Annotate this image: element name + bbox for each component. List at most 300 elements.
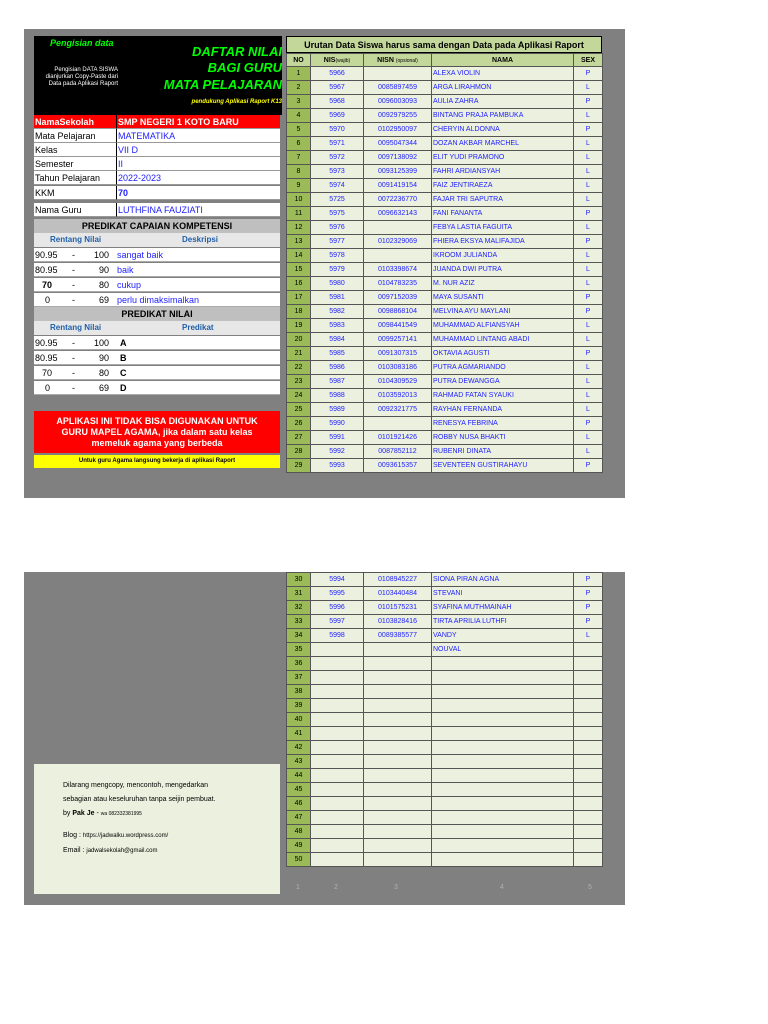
cell-sex[interactable] [574, 643, 603, 657]
cell-sex[interactable]: L [574, 81, 603, 95]
cell-nisn[interactable]: 0104783235 [364, 277, 432, 291]
cell-sex[interactable]: L [574, 403, 603, 417]
cell-nis[interactable]: 5981 [311, 291, 364, 305]
cell-sex[interactable]: P [574, 305, 603, 319]
student-row [287, 193, 603, 207]
student-row [287, 305, 603, 319]
cell-nisn[interactable]: 0089385577 [364, 629, 432, 643]
cell-nis[interactable] [311, 671, 364, 685]
cell-nis[interactable]: 5966 [311, 67, 364, 81]
student-row [287, 81, 603, 95]
student-table-header [287, 54, 603, 67]
cell-nama[interactable]: BINTANG PRAJA PAMBUKA [432, 109, 574, 123]
range-hi: 69 [98, 383, 109, 393]
cell-nama[interactable]: FEBYA LASTIA FAGUITA [432, 221, 574, 235]
cell-nis[interactable]: 5996 [311, 601, 364, 615]
cell-sex[interactable] [574, 825, 603, 839]
student-row [287, 333, 603, 347]
predikat-grade[interactable]: B [120, 353, 127, 363]
range-hi: 100 [93, 338, 109, 348]
cell-sex[interactable]: L [574, 179, 603, 193]
cell-nisn[interactable] [364, 839, 432, 853]
cell-nama[interactable]: RENESYA FEBRINA [432, 417, 574, 431]
cell-no: 39 [287, 699, 311, 713]
cell-nisn[interactable]: 0092321775 [364, 403, 432, 417]
info-value[interactable]: 2022-2023 [117, 171, 280, 185]
info-row-year [34, 171, 304, 185]
cell-nisn[interactable] [364, 783, 432, 797]
cell-nisn[interactable]: 0093615357 [364, 459, 432, 473]
cell-nisn[interactable]: 0097138092 [364, 151, 432, 165]
cell-nisn[interactable]: 0097152039 [364, 291, 432, 305]
cell-nama[interactable]: MUHAMMAD LINTANG ABADI [432, 333, 574, 347]
cell-nisn[interactable]: 0096632143 [364, 207, 432, 221]
cell-nis[interactable]: 5978 [311, 249, 364, 263]
cell-nama[interactable]: ELIT YUDI PRAMONO [432, 151, 574, 165]
cell-no: 13 [287, 235, 311, 249]
info-label: KKM [34, 186, 117, 200]
cell-nama[interactable]: FHIERA EKSYA MALIFAJIDA [432, 235, 574, 249]
cell-nama[interactable] [432, 713, 574, 727]
cell-nisn[interactable]: 0099257141 [364, 333, 432, 347]
cell-nisn[interactable] [364, 853, 432, 867]
cell-nis[interactable]: 5998 [311, 629, 364, 643]
kompetensi-desc[interactable]: perlu dimaksimalkan [117, 295, 200, 305]
cell-sex[interactable]: P [574, 587, 603, 601]
cell-nama[interactable]: RAYHAN FERNANDA [432, 403, 574, 417]
range-lo: 80.95 [35, 265, 58, 275]
cell-nama[interactable] [432, 811, 574, 825]
cell-nis[interactable]: 5991 [311, 431, 364, 445]
cell-nis[interactable] [311, 699, 364, 713]
cell-sex[interactable]: L [574, 361, 603, 375]
cell-sex[interactable]: P [574, 573, 603, 587]
cell-nama[interactable]: ARGA LIRAHMON [432, 81, 574, 95]
student-row [287, 657, 603, 671]
note-email[interactable]: jadwalsekolah@gmail.com [86, 848, 158, 854]
cell-nama[interactable] [432, 657, 574, 671]
cell-nama[interactable] [432, 755, 574, 769]
cell-no: 41 [287, 727, 311, 741]
student-row [287, 629, 603, 643]
cell-nisn[interactable]: 0095047344 [364, 137, 432, 151]
range-dash: - [72, 368, 75, 378]
predikat-grade[interactable]: D [120, 383, 127, 393]
range-dash: - [72, 280, 75, 290]
col-sex: SEX [574, 54, 603, 67]
cell-nisn[interactable]: 0091307315 [364, 347, 432, 361]
note-by-label: by [63, 810, 71, 817]
cell-no: 22 [287, 361, 311, 375]
student-row [287, 361, 603, 375]
cell-sex[interactable] [574, 811, 603, 825]
cell-nis[interactable]: 5971 [311, 137, 364, 151]
range-lo: 80.95 [35, 353, 58, 363]
cell-nisn[interactable]: 0102329069 [364, 235, 432, 249]
cell-nama[interactable] [432, 797, 574, 811]
kompetensi-row [34, 263, 280, 277]
cell-nisn[interactable]: 0108945227 [364, 573, 432, 587]
cell-nisn[interactable]: 0087852112 [364, 445, 432, 459]
cell-nisn[interactable] [364, 797, 432, 811]
cell-nisn[interactable] [364, 755, 432, 769]
student-row [287, 755, 603, 769]
cell-nama[interactable] [432, 783, 574, 797]
cell-nama[interactable] [432, 769, 574, 783]
cell-sex[interactable] [574, 797, 603, 811]
range-lo: 70 [42, 368, 53, 378]
cell-sex[interactable] [574, 685, 603, 699]
range-hi: 80 [98, 280, 109, 290]
cell-nama[interactable]: SEVENTEEN GUSTIRAHAYU [432, 459, 574, 473]
cell-nama[interactable] [432, 727, 574, 741]
student-row [287, 587, 603, 601]
cell-nis[interactable]: 5990 [311, 417, 364, 431]
cell-sex[interactable]: P [574, 123, 603, 137]
cell-nama[interactable]: FANI FANANTA [432, 207, 574, 221]
student-row [287, 249, 603, 263]
cell-no: 27 [287, 431, 311, 445]
cell-nis[interactable] [311, 797, 364, 811]
cell-nisn[interactable]: 0103440484 [364, 587, 432, 601]
col-nis-note: (wajib) [335, 57, 351, 64]
cell-nisn[interactable] [364, 713, 432, 727]
cell-nisn[interactable]: 0103828416 [364, 615, 432, 629]
cell-nisn[interactable] [364, 657, 432, 671]
cell-no: 3 [287, 95, 311, 109]
note-blog-link[interactable]: https://jadwalku.wordpress.com/ [82, 833, 169, 839]
cell-nama[interactable]: VANDY [432, 629, 574, 643]
cell-sex[interactable]: L [574, 629, 603, 643]
kompetensi-header [34, 233, 280, 247]
student-row [287, 825, 603, 839]
cell-nis[interactable] [311, 769, 364, 783]
cell-nis[interactable]: 5995 [311, 587, 364, 601]
cell-nisn[interactable] [364, 825, 432, 839]
cell-nis[interactable]: 5972 [311, 151, 364, 165]
cell-nama[interactable]: ALEXA VIOLIN [432, 67, 574, 81]
cell-nis[interactable] [311, 853, 364, 867]
col-nisn-label: NISN [377, 56, 394, 64]
cell-nama[interactable]: RAHMAD FATAN SYAUKI [432, 389, 574, 403]
cell-sex[interactable]: P [574, 207, 603, 221]
cell-sex[interactable]: L [574, 445, 603, 459]
predikat-row [34, 336, 280, 350]
cell-nama[interactable]: FAJAR TRI SAPUTRA [432, 193, 574, 207]
cell-no: 21 [287, 347, 311, 361]
info-row-kkm [34, 186, 304, 200]
cell-sex[interactable]: L [574, 221, 603, 235]
cell-nis[interactable]: 5969 [311, 109, 364, 123]
cell-nisn[interactable]: 0092979255 [364, 109, 432, 123]
range-dash: - [72, 295, 75, 305]
cell-sex[interactable]: L [574, 375, 603, 389]
cell-nis[interactable] [311, 741, 364, 755]
cell-nisn[interactable]: 0104309529 [364, 375, 432, 389]
cell-nis[interactable]: 5977 [311, 235, 364, 249]
cell-sex[interactable]: L [574, 263, 603, 277]
kompetensi-row [34, 248, 280, 262]
cell-nama[interactable]: FAIZ JENTIRAEZA [432, 179, 574, 193]
cell-sex[interactable] [574, 853, 603, 867]
cell-nisn[interactable] [364, 671, 432, 685]
cell-no: 28 [287, 445, 311, 459]
cell-nis[interactable]: 5982 [311, 305, 364, 319]
cell-nisn[interactable] [364, 249, 432, 263]
cell-sex[interactable]: P [574, 615, 603, 629]
cell-nis[interactable] [311, 839, 364, 853]
info-label: NamaSekolah [34, 115, 117, 129]
info-value[interactable]: SMP NEGERI 1 KOTO BARU [117, 115, 280, 129]
cell-nis[interactable]: 5984 [311, 333, 364, 347]
cell-sex[interactable] [574, 657, 603, 671]
cell-no: 47 [287, 811, 311, 825]
cell-nama[interactable] [432, 699, 574, 713]
cell-nama[interactable]: NOUVAL [432, 643, 574, 657]
cell-sex[interactable]: P [574, 459, 603, 473]
note-email-line [63, 847, 157, 854]
cell-nama[interactable]: OKTAVIA AGUSTI [432, 347, 574, 361]
cell-nis[interactable]: 5986 [311, 361, 364, 375]
info-label: Nama Guru [34, 203, 117, 217]
cell-sex[interactable]: P [574, 601, 603, 615]
kompetensi-desc[interactable]: baik [117, 265, 134, 275]
cell-nama[interactable]: MAYA SUSANTI [432, 291, 574, 305]
cell-nis[interactable]: 5985 [311, 347, 364, 361]
kompetensi-col-range: Rentang Nilai [50, 235, 102, 244]
info-label: Tahun Pelajaran [34, 171, 117, 185]
predikat-grade[interactable]: C [120, 368, 127, 378]
cell-nis[interactable]: 5979 [311, 263, 364, 277]
cell-no: 43 [287, 755, 311, 769]
cell-nama[interactable]: ROBBY NUSA BHAKTI [432, 431, 574, 445]
cell-nis[interactable]: 5725 [311, 193, 364, 207]
cell-nisn[interactable] [364, 811, 432, 825]
student-row [287, 699, 603, 713]
cell-nis[interactable]: 5970 [311, 123, 364, 137]
cell-sex[interactable] [574, 671, 603, 685]
cell-nis[interactable]: 5976 [311, 221, 364, 235]
note-author-line [63, 810, 142, 817]
info-value[interactable]: LUTHFINA FAUZIATI [117, 203, 280, 217]
student-row [287, 375, 603, 389]
cell-nis[interactable] [311, 811, 364, 825]
cell-nisn[interactable]: 0102950097 [364, 123, 432, 137]
cell-nis[interactable] [311, 713, 364, 727]
cell-nama[interactable]: SIONA PIRAN AGNA [432, 573, 574, 587]
cell-sex[interactable]: P [574, 67, 603, 81]
cell-sex[interactable]: L [574, 277, 603, 291]
cell-sex[interactable]: P [574, 95, 603, 109]
kompetensi-desc[interactable]: sangat baik [117, 250, 164, 260]
cell-nisn[interactable] [364, 741, 432, 755]
cell-nama[interactable]: FAHRI ARDIANSYAH [432, 165, 574, 179]
predikat-row [34, 381, 280, 395]
cell-nis[interactable] [311, 755, 364, 769]
cell-sex[interactable]: P [574, 291, 603, 305]
student-row [287, 797, 603, 811]
cell-nisn[interactable] [364, 221, 432, 235]
cell-nisn[interactable] [364, 769, 432, 783]
cell-no: 15 [287, 263, 311, 277]
note-blog-label: Blog : [63, 832, 81, 839]
cell-nis[interactable]: 5997 [311, 615, 364, 629]
cell-sex[interactable]: L [574, 319, 603, 333]
cell-nisn[interactable] [364, 727, 432, 741]
cell-nisn[interactable]: 0085897459 [364, 81, 432, 95]
cell-sex[interactable] [574, 699, 603, 713]
cell-sex[interactable]: L [574, 431, 603, 445]
student-row [287, 671, 603, 685]
column-number: 2 [334, 884, 338, 891]
cell-nisn[interactable] [364, 643, 432, 657]
cell-nis[interactable] [311, 727, 364, 741]
student-row [287, 151, 603, 165]
cell-nisn[interactable] [364, 417, 432, 431]
cell-nis[interactable]: 5993 [311, 459, 364, 473]
cell-nis[interactable]: 5988 [311, 389, 364, 403]
student-row [287, 601, 603, 615]
cell-nama[interactable]: PUTRA DEWANGGA [432, 375, 574, 389]
cell-sex[interactable]: L [574, 193, 603, 207]
cell-nama[interactable]: AULIA ZAHRA [432, 95, 574, 109]
note-wa: wa 082332381995 [100, 811, 142, 817]
cell-nis[interactable]: 5968 [311, 95, 364, 109]
info-value[interactable]: 70 [117, 186, 280, 200]
column-number: 5 [588, 884, 592, 891]
sheet-page-1 [24, 29, 625, 498]
predikat-grade[interactable]: A [120, 338, 127, 348]
cell-nama[interactable] [432, 741, 574, 755]
cell-no: 48 [287, 825, 311, 839]
header-big-title-wrap [124, 43, 282, 115]
cell-nama[interactable]: TIRTA APRILIA LUTHFI [432, 615, 574, 629]
cell-sex[interactable]: P [574, 417, 603, 431]
predikat-row [34, 351, 280, 365]
cell-nama[interactable] [432, 839, 574, 853]
warning-line-2: GURU MAPEL AGAMA, jika dalam satu kelas [61, 427, 253, 437]
cell-sex[interactable]: L [574, 109, 603, 123]
cell-nis[interactable]: 5983 [311, 319, 364, 333]
cell-no: 32 [287, 601, 311, 615]
info-value[interactable]: MATEMATIKA [117, 129, 280, 143]
cell-nisn[interactable]: 0072236770 [364, 193, 432, 207]
cell-sex[interactable]: P [574, 235, 603, 249]
cell-no: 20 [287, 333, 311, 347]
note-author-sep: - [96, 810, 99, 817]
cell-nis[interactable] [311, 825, 364, 839]
cell-sex[interactable] [574, 741, 603, 755]
student-row [287, 319, 603, 333]
cell-nisn[interactable]: 0103083186 [364, 361, 432, 375]
cell-sex[interactable] [574, 839, 603, 853]
cell-nis[interactable]: 5994 [311, 573, 364, 587]
cell-nis[interactable]: 5980 [311, 277, 364, 291]
info-row-subject [34, 129, 304, 143]
cell-sex[interactable]: L [574, 249, 603, 263]
cell-sex[interactable]: L [574, 151, 603, 165]
cell-nis[interactable] [311, 783, 364, 797]
cell-nama[interactable]: MUHAMMAD ALFIANSYAH [432, 319, 574, 333]
cell-nisn[interactable]: 0093125399 [364, 165, 432, 179]
cell-nisn[interactable] [364, 67, 432, 81]
cell-nisn[interactable] [364, 699, 432, 713]
cell-nama[interactable]: RUBENRI DINATA [432, 445, 574, 459]
cell-nama[interactable]: PUTRA AGMARIANDO [432, 361, 574, 375]
cell-sex[interactable] [574, 769, 603, 783]
cell-nama[interactable]: DOZAN AKBAR MARCHEL [432, 137, 574, 151]
info-value[interactable]: II [117, 157, 280, 171]
cell-nisn[interactable]: 0098868104 [364, 305, 432, 319]
cell-sex[interactable]: P [574, 347, 603, 361]
cell-no: 35 [287, 643, 311, 657]
cell-nisn[interactable]: 0101921426 [364, 431, 432, 445]
cell-sex[interactable]: L [574, 389, 603, 403]
cell-nama[interactable] [432, 671, 574, 685]
cell-nisn[interactable] [364, 685, 432, 699]
cell-no: 16 [287, 277, 311, 291]
cell-nisn[interactable]: 0101575231 [364, 601, 432, 615]
col-nis [311, 54, 364, 67]
cell-nama[interactable]: CHERYIN ALDONNA [432, 123, 574, 137]
cell-sex[interactable] [574, 783, 603, 797]
cell-nisn[interactable]: 0103592013 [364, 389, 432, 403]
cell-nis[interactable]: 5992 [311, 445, 364, 459]
cell-nis[interactable]: 5967 [311, 81, 364, 95]
student-row [287, 769, 603, 783]
range-dash: - [72, 353, 75, 363]
cell-no: 6 [287, 137, 311, 151]
kompetensi-desc[interactable]: cukup [117, 280, 142, 290]
cell-nama[interactable]: JUANDA DWI PUTRA [432, 263, 574, 277]
cell-sex[interactable] [574, 713, 603, 727]
cell-nama[interactable]: M. NUR AZIZ [432, 277, 574, 291]
student-table [286, 53, 603, 473]
cell-nama[interactable]: SYAFINA MUTHMAINAH [432, 601, 574, 615]
cell-nisn[interactable]: 0103398674 [364, 263, 432, 277]
cell-no: 2 [287, 81, 311, 95]
cell-nisn[interactable]: 0091419154 [364, 179, 432, 193]
cell-nisn[interactable]: 0098441549 [364, 319, 432, 333]
cell-nama[interactable]: MELVINA AYU MAYLANI [432, 305, 574, 319]
student-row [287, 165, 603, 179]
cell-nis[interactable]: 5974 [311, 179, 364, 193]
cell-sex[interactable]: L [574, 333, 603, 347]
info-row-class [34, 143, 304, 157]
info-value[interactable]: VII D [117, 143, 280, 157]
cell-nama[interactable] [432, 853, 574, 867]
cell-sex[interactable]: L [574, 165, 603, 179]
student-row [287, 643, 603, 657]
cell-nis[interactable] [311, 685, 364, 699]
cell-nama[interactable] [432, 685, 574, 699]
cell-nama[interactable]: IKROOM JULIANDA [432, 249, 574, 263]
cell-nis[interactable]: 5973 [311, 165, 364, 179]
cell-nis[interactable] [311, 643, 364, 657]
cell-no: 10 [287, 193, 311, 207]
cell-nis[interactable]: 5975 [311, 207, 364, 221]
student-row [287, 123, 603, 137]
cell-nis[interactable]: 5989 [311, 403, 364, 417]
cell-nis[interactable] [311, 657, 364, 671]
cell-nama[interactable]: STEVANI [432, 587, 574, 601]
cell-sex[interactable] [574, 727, 603, 741]
cell-sex[interactable] [574, 755, 603, 769]
cell-nama[interactable] [432, 825, 574, 839]
cell-nisn[interactable]: 0096003093 [364, 95, 432, 109]
cell-sex[interactable]: L [574, 137, 603, 151]
cell-nis[interactable]: 5987 [311, 375, 364, 389]
